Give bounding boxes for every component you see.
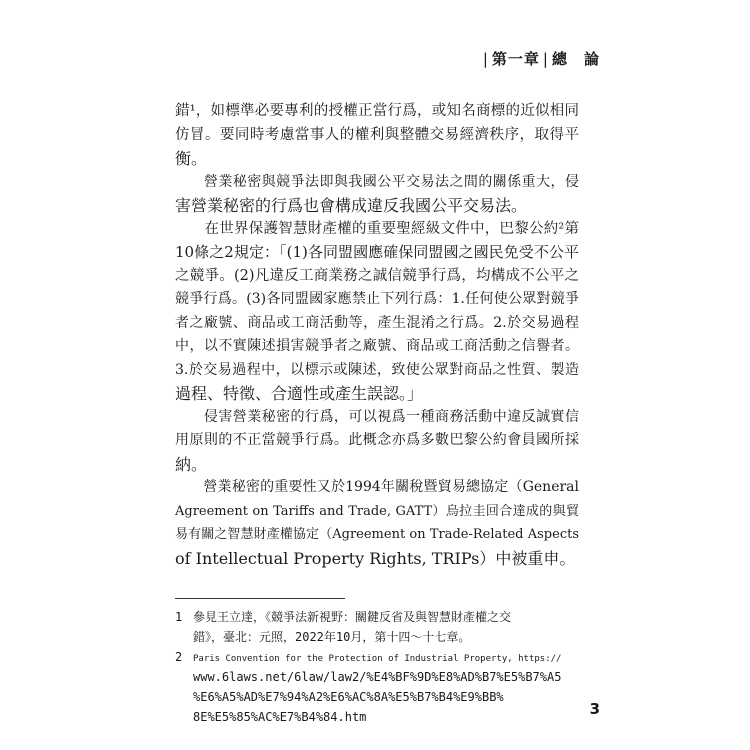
footnote-url-line[interactable]: www.6laws.net/6law/law2/%E4%BF%9D%E8%AD%B7%E5%B7%A5: [193, 670, 562, 684]
body-line: 錯¹，如標準必要專利的授權正當行爲，或知名商標的近似相同: [175, 103, 579, 119]
body-line: Agreement on Tariffs and Trade, GATT）烏拉圭回合達成的與貿: [175, 503, 579, 519]
section-label: 總 論: [551, 50, 600, 68]
footnote-line: 參見王立達，《競爭法新視野：關鍵反省及與智慧財產權之交: [193, 610, 512, 624]
footnote-url-line[interactable]: 8E%E5%85%AC%E7%B4%84.htm: [193, 710, 367, 724]
body-line: 易有關之智慧財產權協定（Agreement on Trade-Related Aspects: [175, 527, 579, 542]
footnote-number: 1: [175, 610, 183, 624]
body-line: 競爭行爲。(3)各同盟國家應禁止下列行爲：1.任何使公眾對競爭: [175, 291, 579, 307]
body-line: 侵害營業秘密的行爲，可以視爲一種商務活動中違反誠實信: [175, 408, 579, 425]
body-line: 害營業秘密的行爲也會構成違反我國公平交易法。: [175, 196, 528, 215]
body-line: 者之廠號、商品或工商活動等，產生混淆之行爲。2.於交易過程: [175, 314, 579, 331]
chapter-label: 第一章: [491, 50, 540, 68]
body-line: 營業秘密與競爭法即與我國公平交易法之間的關係重大，侵: [175, 173, 579, 190]
body-line: 之競爭。(2)凡違反工商業務之誠信競爭行爲，均構成不公平之: [175, 267, 579, 284]
body-line: 營業秘密的重要性又於1994年關稅暨貿易總協定（General: [175, 479, 579, 495]
page-number: 3: [589, 700, 600, 718]
page-body: [175, 100, 579, 727]
running-header: | 第一章 | 總 論: [482, 50, 600, 68]
footnote-url-line[interactable]: %E6%A5%AD%E7%94%A2%E6%AC%8A%E5%B7%B4%E9%BB%: [193, 690, 504, 704]
footnote-number: 2: [175, 650, 183, 664]
body-line: 中，以不實陳述損害競爭者之廠號、商品或工商活動之信譽者。: [175, 338, 579, 354]
body-line: 納。: [175, 454, 208, 474]
body-line: 用原則的不正當競爭行爲。此概念亦爲多數巴黎公約會員國所採: [175, 432, 579, 448]
body-line: 仿冒。要同時考慮當事人的權利與整體交易經濟秩序，取得平: [175, 126, 579, 143]
footnote-divider: [175, 598, 345, 599]
body-line: 3.於交易過程中，以標示或陳述，致使公眾對商品之性質、製造: [175, 361, 579, 378]
footnote-1: [175, 607, 579, 647]
body-line: of Intellectual Property Rights, TRIPs）中被重申。: [175, 548, 576, 568]
body-line: 衡。: [175, 149, 208, 168]
footnote-line: Paris Convention for the Protection of Industrial Property, https://: [193, 654, 562, 664]
footnote-2: [175, 647, 579, 727]
body-line: 10條之2規定：「(1)各同盟國應確保同盟國之國民免受不公平: [175, 243, 579, 261]
body-line: 過程、特徵、合適性或產生誤認。」: [175, 384, 424, 403]
footnote-line: 錯》，臺北：元照，2022年10月，第十四～十七章。: [193, 630, 471, 644]
body-line: 在世界保護智慧財產權的重要聖經級文件中，巴黎公約²第: [175, 220, 579, 237]
